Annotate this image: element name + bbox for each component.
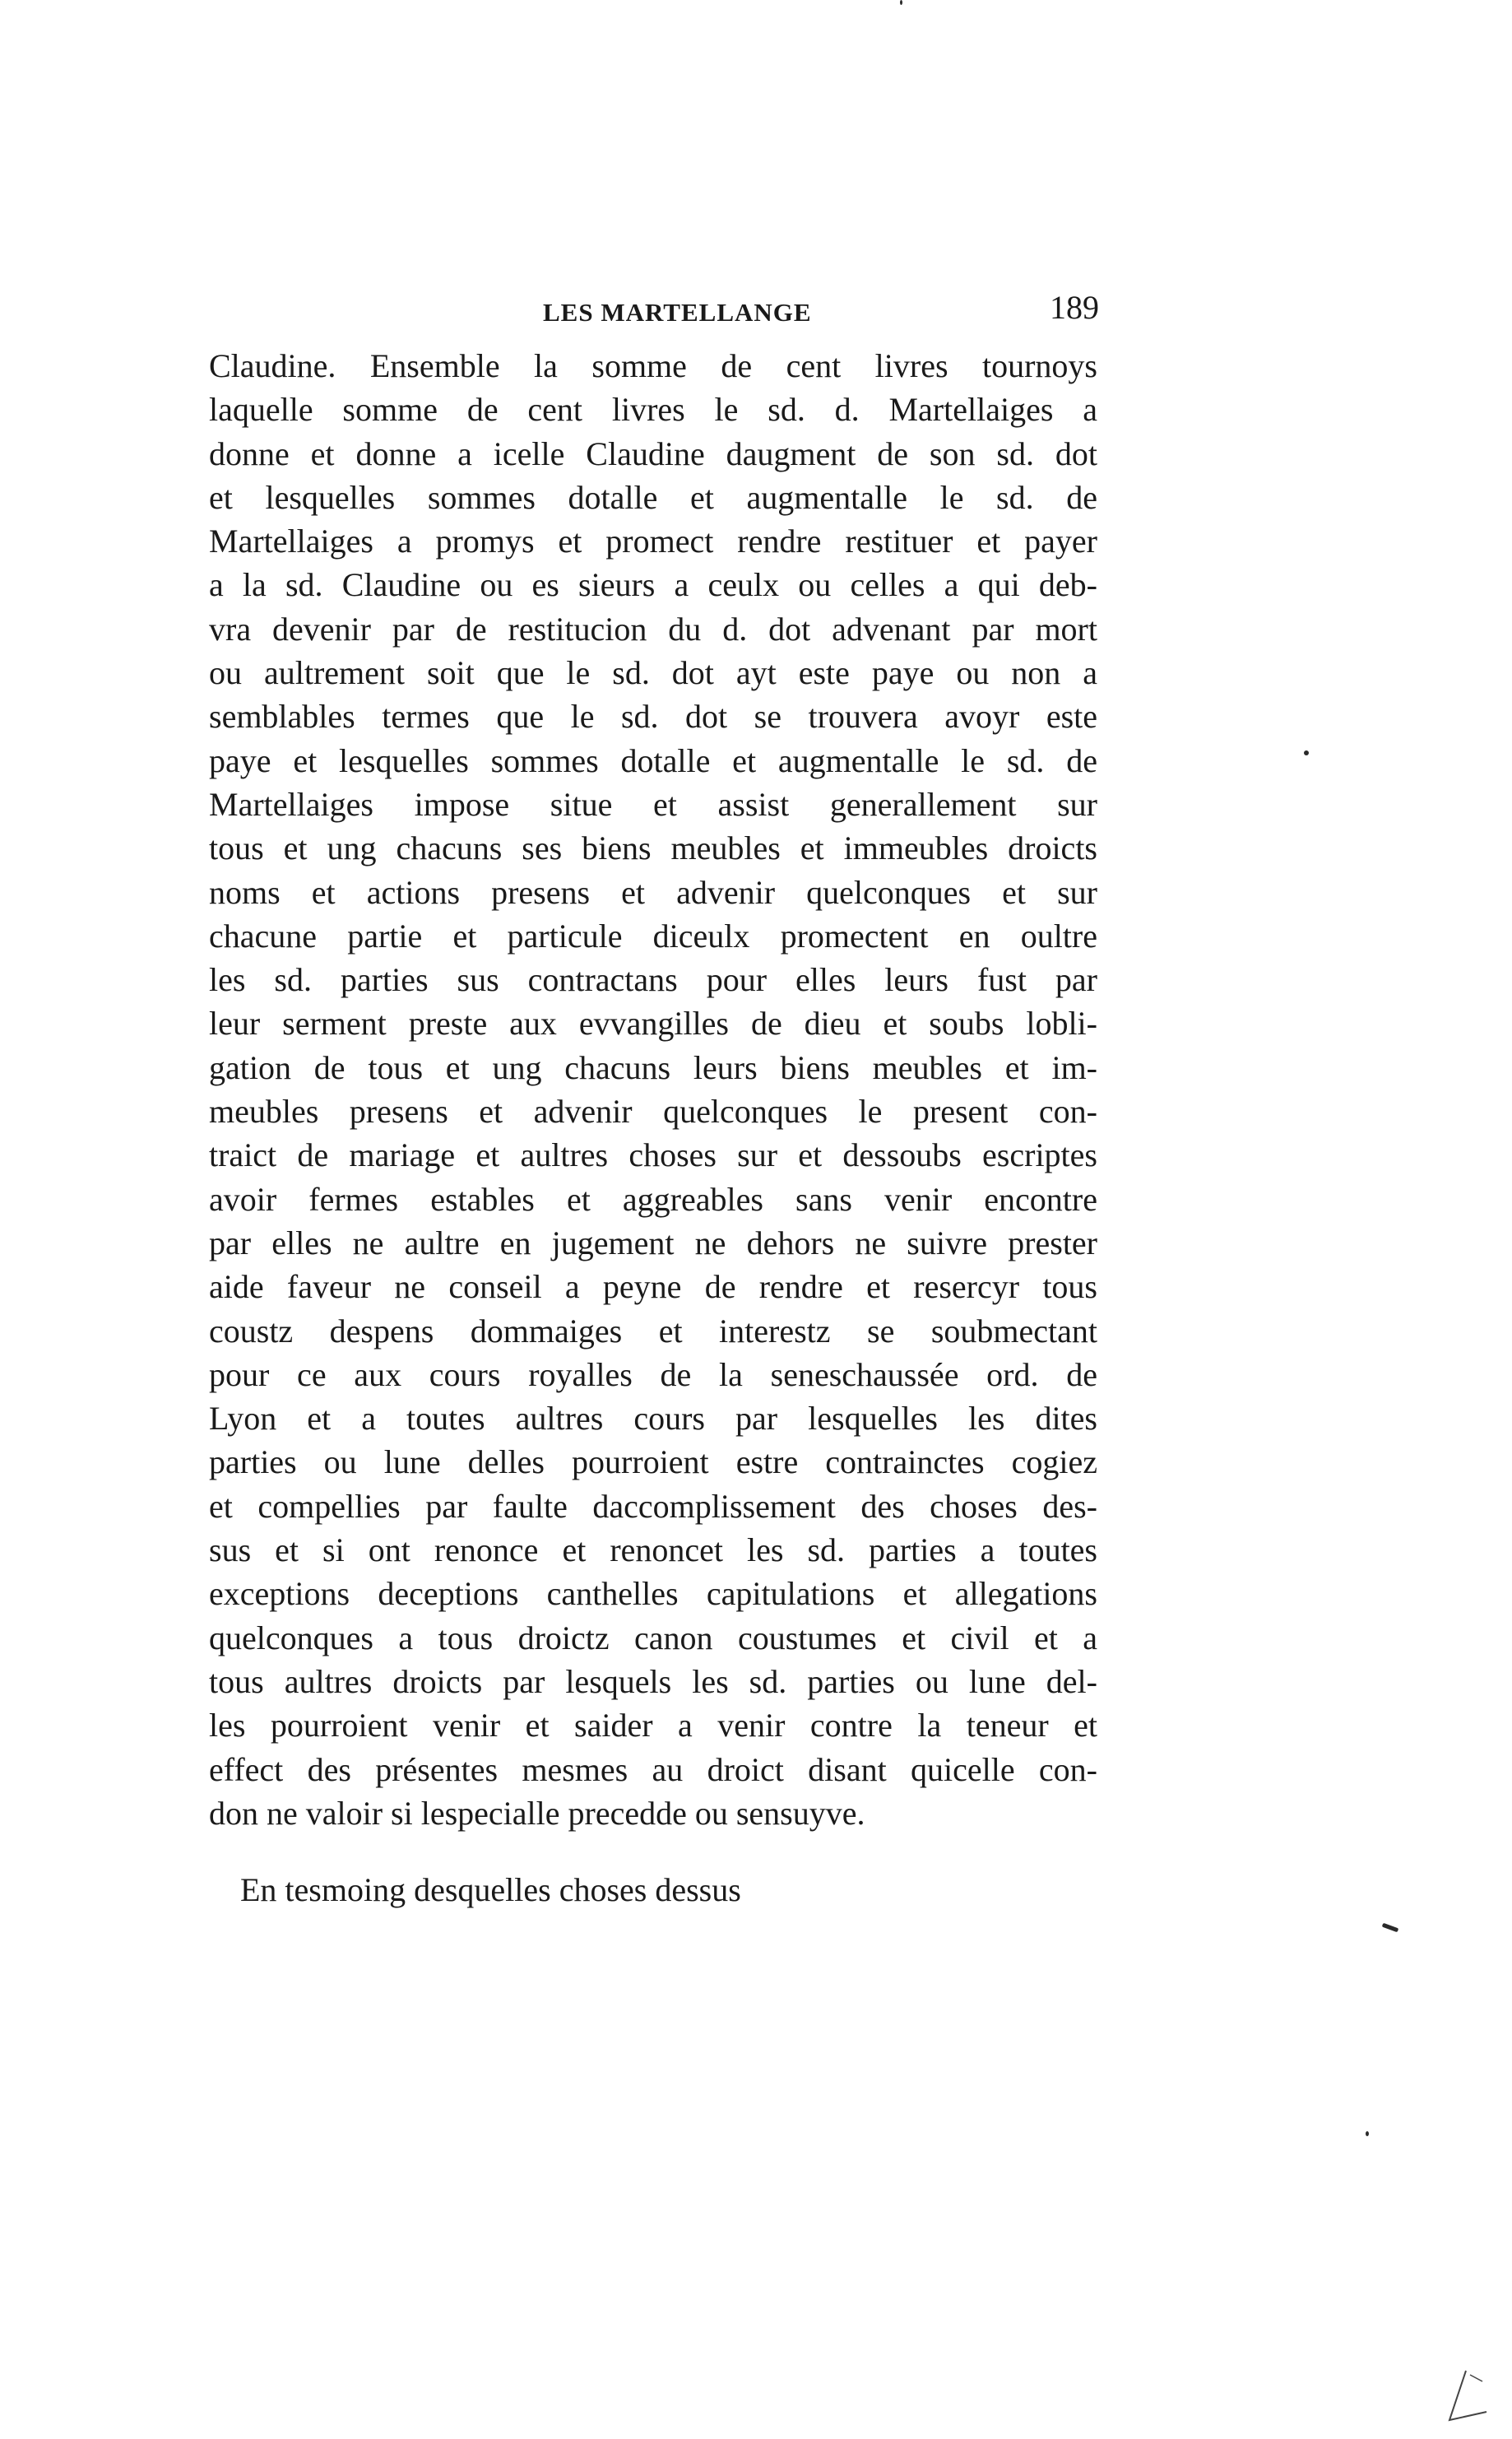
text-line: coustz despens dommaiges et interestz se soubmectant bbox=[209, 1312, 1097, 1350]
body-paragraph bbox=[209, 344, 1097, 1835]
text-line: Lyon et a toutes aultres cours par lesquelles les dites bbox=[209, 1400, 1097, 1438]
text-line: pour ce aux cours royalles de la seneschaussée ord. de bbox=[209, 1355, 1097, 1393]
text-line: a la sd. Claudine ou es sieurs a ceulx ou celles a qui deb- bbox=[209, 566, 1097, 604]
text-line: parties ou lune delles pourroient estre contrainctes cogiez bbox=[209, 1443, 1097, 1481]
text-line: tous aultres droicts par lesquels les sd. parties ou lune del- bbox=[209, 1662, 1097, 1700]
text-line: ou aultrement soit que le sd. dot ayt este paye ou non a bbox=[209, 654, 1097, 692]
scan-speck bbox=[1366, 2131, 1369, 2136]
text-line: Martellaiges a promys et promect rendre restituer et payer bbox=[209, 523, 1097, 560]
text-line: chacune partie et particule diceulx promectent en oultre bbox=[209, 917, 1097, 955]
text-line: exceptions deceptions canthelles capitulations et allegations bbox=[209, 1575, 1097, 1613]
text-line: par elles ne aultre en jugement ne dehors ne suivre prester bbox=[209, 1224, 1097, 1261]
text-line: avoir fermes estables et aggreables sans venir encontre bbox=[209, 1180, 1097, 1218]
text-line: meubles presens et advenir quelconques le present con- bbox=[209, 1093, 1097, 1131]
text-line: leur serment preste aux evvangilles de dieu et soubs lobli- bbox=[209, 1005, 1097, 1043]
text-line: donne et donne a icelle Claudine daugment de son sd. dot bbox=[209, 434, 1097, 472]
text-line: les sd. parties sus contractans pour elles leurs fust par bbox=[209, 961, 1097, 999]
text-line: effect des présentes mesmes au droict disant quicelle con- bbox=[209, 1750, 1097, 1788]
running-title: LES MARTELLANGE bbox=[543, 298, 812, 327]
text-line: quelconques a tous droictz canon coustumes et civil et a bbox=[209, 1619, 1097, 1656]
text-line: semblables termes que le sd. dot se trouvera avoyr este bbox=[209, 698, 1097, 736]
text-line: aide faveur ne conseil a peyne de rendre et resercyr tous bbox=[209, 1268, 1097, 1306]
text-line: Claudine. Ensemble la somme de cent livres tournoys bbox=[209, 347, 1097, 384]
text-line: noms et actions presens et advenir quelconques et sur bbox=[209, 873, 1097, 911]
scan-corner-mark bbox=[1441, 2367, 1491, 2424]
scan-speck bbox=[900, 0, 902, 5]
text-line: Martellaiges impose situe et assist generallement sur bbox=[209, 785, 1097, 823]
scan-speck bbox=[1304, 750, 1309, 755]
text-line: laquelle somme de cent livres le sd. d. Martellaiges a bbox=[209, 391, 1097, 429]
text-line: tous et ung chacuns ses biens meubles et immeubles droicts bbox=[209, 829, 1097, 867]
text-line: et compellies par faulte daccomplissement des choses des- bbox=[209, 1487, 1097, 1525]
text-line: les pourroient venir et saider a venir contre la teneur et bbox=[209, 1707, 1097, 1744]
closing-line: En tesmoing desquelles choses dessus bbox=[240, 1871, 741, 1908]
scan-speck bbox=[1382, 1923, 1399, 1933]
text-line: vra devenir par de restitucion du d. dot advenant par mort bbox=[209, 610, 1097, 648]
text-line: gation de tous et ung chacuns leurs biens meubles et im- bbox=[209, 1048, 1097, 1086]
text-line: paye et lesquelles sommes dotalle et augmentalle le sd. de bbox=[209, 741, 1097, 779]
text-line: traict de mariage et aultres choses sur et dessoubs escriptes bbox=[209, 1136, 1097, 1174]
page-number: 189 bbox=[1050, 289, 1099, 326]
text-line: sus et si ont renonce et renoncet les sd. parties a toutes bbox=[209, 1531, 1097, 1569]
text-line: et lesquelles sommes dotalle et augmentalle le sd. de bbox=[209, 478, 1097, 516]
text-line: don ne valoir si lespecialle precedde ou sensuyve. bbox=[209, 1794, 865, 1832]
